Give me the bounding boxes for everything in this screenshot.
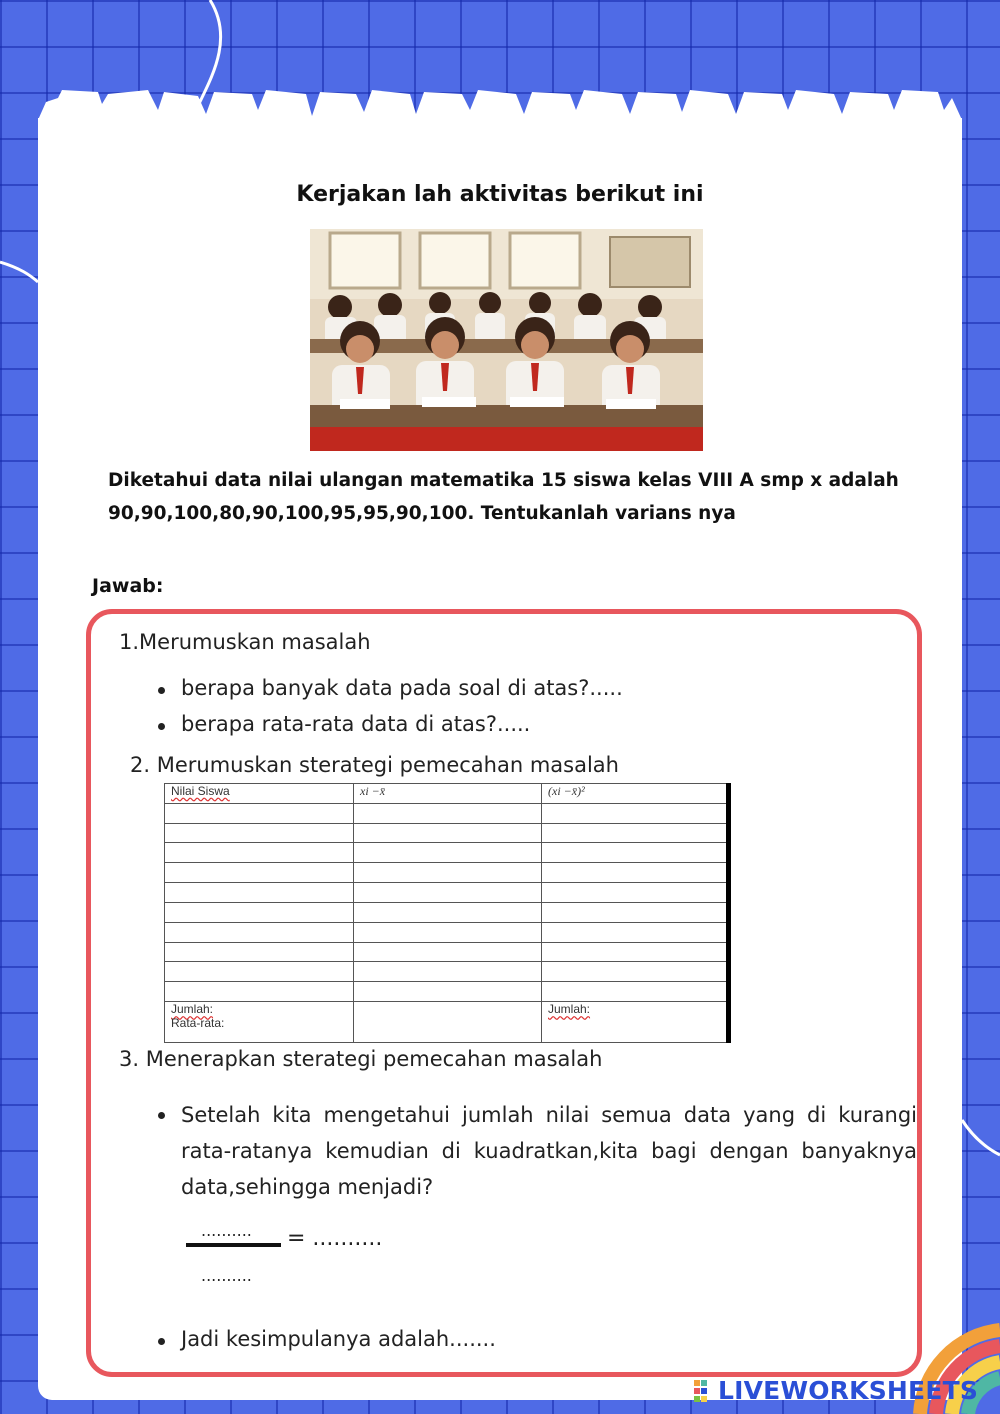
table-cell[interactable] bbox=[165, 982, 354, 1002]
table-cell[interactable] bbox=[165, 902, 354, 922]
table-cell[interactable] bbox=[354, 942, 542, 962]
classroom-photo bbox=[310, 229, 703, 451]
table-footer-empty[interactable] bbox=[354, 1002, 542, 1043]
table-row bbox=[165, 982, 728, 1002]
table-cell[interactable] bbox=[354, 922, 542, 942]
table-header-nilai-siswa: Nilai Siswa bbox=[165, 784, 354, 804]
table-cell[interactable] bbox=[165, 843, 354, 863]
table-cell[interactable] bbox=[165, 803, 354, 823]
table-row bbox=[165, 902, 728, 922]
table-row bbox=[165, 803, 728, 823]
worksheet-title: Kerjakan lah aktivitas berikut ini bbox=[296, 182, 704, 207]
answer-label: Jawab: bbox=[92, 575, 164, 597]
table-cell[interactable] bbox=[542, 883, 728, 903]
table-cell[interactable] bbox=[354, 823, 542, 843]
step-1-bullet-2: berapa rata-rata data di atas?..... bbox=[181, 712, 531, 736]
step-1-bullet-1: berapa banyak data pada soal di atas?..... bbox=[181, 676, 623, 700]
table-cell[interactable] bbox=[542, 942, 728, 962]
table-cell[interactable] bbox=[165, 962, 354, 982]
fraction-bar bbox=[186, 1243, 281, 1247]
table-row bbox=[165, 962, 728, 982]
work-table bbox=[164, 783, 728, 1043]
table-cell[interactable] bbox=[354, 982, 542, 1002]
table-cell[interactable] bbox=[165, 883, 354, 903]
table-row bbox=[165, 843, 728, 863]
table-cell[interactable] bbox=[165, 942, 354, 962]
step-1-heading: 1.Merumuskan masalah bbox=[119, 630, 371, 654]
table-row bbox=[165, 883, 728, 903]
table-cell[interactable] bbox=[165, 823, 354, 843]
table-cell[interactable] bbox=[542, 902, 728, 922]
table-row bbox=[165, 823, 728, 843]
question-line-1: Diketahui data nilai ulangan matematika 15 siswa kelas VIII A smp x adalah bbox=[108, 470, 899, 491]
table-cell[interactable] bbox=[542, 803, 728, 823]
table-footer-sum-mean[interactable]: Jumlah: Rata-rata: bbox=[165, 1002, 354, 1043]
liveworksheets-logo-icon bbox=[694, 1380, 714, 1402]
table-cell[interactable] bbox=[354, 803, 542, 823]
table-row bbox=[165, 863, 728, 883]
table-cell[interactable] bbox=[354, 902, 542, 922]
table-cell[interactable] bbox=[542, 982, 728, 1002]
table-row bbox=[165, 922, 728, 942]
question-text bbox=[108, 464, 918, 530]
table-row bbox=[165, 942, 728, 962]
table-cell[interactable] bbox=[542, 823, 728, 843]
table-cell[interactable] bbox=[354, 843, 542, 863]
fraction-numerator[interactable]: .......... bbox=[201, 1221, 252, 1240]
question-line-2: 90,90,100,80,90,100,95,95,90,100. Tentukanlah varians nya bbox=[108, 503, 736, 524]
table-cell[interactable] bbox=[354, 863, 542, 883]
table-cell[interactable] bbox=[542, 843, 728, 863]
fraction-denominator[interactable]: .......... bbox=[201, 1266, 252, 1285]
table-cell[interactable] bbox=[354, 962, 542, 982]
table-header-row bbox=[165, 784, 728, 804]
table-cell[interactable] bbox=[542, 863, 728, 883]
step-2-heading: 2. Merumuskan sterategi pemecahan masalah bbox=[130, 753, 619, 777]
table-cell[interactable] bbox=[165, 922, 354, 942]
conclusion-bullet: Jadi kesimpulanya adalah....... bbox=[181, 1327, 496, 1351]
table-header-deviation: xi −x̄ bbox=[354, 784, 542, 804]
step-3-heading: 3. Menerapkan sterategi pemecahan masalah bbox=[119, 1047, 603, 1071]
table-cell[interactable] bbox=[165, 863, 354, 883]
table-cell[interactable] bbox=[542, 962, 728, 982]
table-footer-sum[interactable]: Jumlah: bbox=[542, 1002, 728, 1043]
liveworksheets-logo-text: LIVEWORKSHEETS bbox=[718, 1376, 979, 1405]
classroom-students-illustration-icon bbox=[310, 229, 703, 451]
table-footer-row bbox=[165, 1002, 728, 1043]
table-header-squared-deviation: (xi −x̄)² bbox=[542, 784, 728, 804]
step-3-paragraph: Setelah kita mengetahui jumlah nilai semua data yang di kurangi rata-ratanya kemudian di kuadratkan,kita bagi dengan banyaknya data,sehingga menjadi? bbox=[181, 1097, 917, 1205]
table-cell[interactable] bbox=[542, 922, 728, 942]
table-right-border bbox=[726, 783, 731, 1043]
table-cell[interactable] bbox=[354, 883, 542, 903]
fraction-result[interactable]: = .......... bbox=[287, 1226, 383, 1251]
